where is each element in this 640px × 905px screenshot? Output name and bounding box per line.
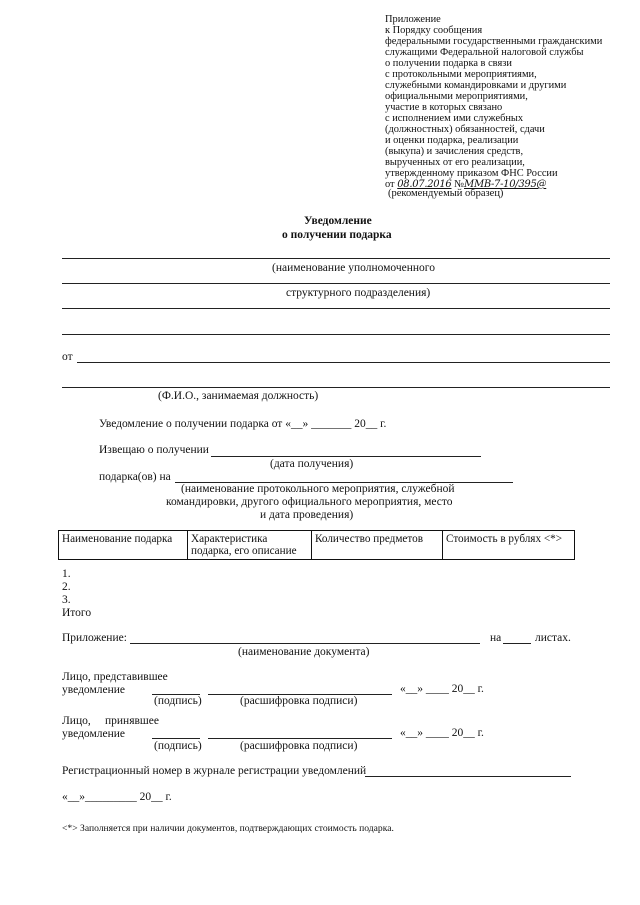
notice-line: Уведомление о получении подарка от «__» _______ 20__ г. bbox=[99, 418, 387, 430]
header-line: участие в которых связано bbox=[385, 102, 503, 113]
order-number: ММВ-7-10/395@ bbox=[464, 179, 547, 190]
gift-row-number: 1. bbox=[62, 568, 71, 580]
table-header-row bbox=[59, 531, 575, 560]
column-header: Количество предметов bbox=[312, 531, 443, 560]
from-field-continued[interactable] bbox=[62, 387, 610, 388]
receiver-date: «__» ____ 20__ г. bbox=[400, 727, 484, 739]
header-line: к Порядку сообщения bbox=[385, 25, 483, 36]
presenter-hint-sign: (подпись) bbox=[154, 695, 202, 707]
receiver-label-1a: Лицо, bbox=[62, 715, 91, 727]
sample-note: (рекомендуемый образец) bbox=[388, 188, 504, 199]
gift-on-label: подарка(ов) на bbox=[99, 471, 171, 483]
column-header: Стоимость в рублях <*> bbox=[443, 531, 575, 560]
sheets-label: листах. bbox=[535, 632, 571, 644]
header-line: утвержденному приказом ФНС России bbox=[385, 168, 558, 179]
receiver-hint-decode: (расшифровка подписи) bbox=[240, 740, 358, 752]
footnote: <*> Заполняется при наличии документов, подтверждающих стоимость подарка. bbox=[62, 823, 394, 834]
inform-label: Извещаю о получении bbox=[99, 444, 209, 456]
header-line: с протокольными мероприятиями, bbox=[385, 69, 537, 80]
hint-fio: (Ф.И.О., занимаемая должность) bbox=[158, 390, 319, 402]
presenter-date: «__» ____ 20__ г. bbox=[400, 683, 484, 695]
header-line: и оценки подарка, реализации bbox=[385, 135, 519, 146]
order-header bbox=[385, 14, 602, 190]
header-line: федеральными государственными гражданскими bbox=[385, 36, 603, 47]
receiver-label-2: уведомление bbox=[62, 728, 125, 740]
attachment-on-label: на bbox=[490, 632, 502, 644]
header-line: официальными мероприятиями, bbox=[385, 91, 528, 102]
registration-label: Регистрационный номер в журнале регистрации уведомлений bbox=[62, 765, 367, 777]
column-header: Характеристика подарка, его описание bbox=[188, 531, 312, 560]
addressee-line[interactable] bbox=[62, 258, 610, 259]
attachment-label: Приложение: bbox=[62, 632, 127, 644]
header-line: вырученных от его реализации, bbox=[385, 157, 525, 168]
presenter-label-2: уведомление bbox=[62, 684, 125, 696]
blank-line[interactable] bbox=[62, 334, 610, 335]
header-line: (должностных) обязанностей, сдачи bbox=[385, 124, 545, 135]
hint-unit-1: (наименование уполномоченного bbox=[272, 262, 435, 274]
hint-event-3: и дата проведения) bbox=[260, 509, 354, 521]
header-line: служащими Федеральной налоговой службы bbox=[385, 47, 584, 58]
gift-row-number: 3. bbox=[62, 594, 71, 606]
receiver-hint-sign: (подпись) bbox=[154, 740, 202, 752]
title-line-2: о получении подарка bbox=[282, 229, 392, 241]
addressee-line[interactable] bbox=[62, 283, 610, 284]
order-no-label: № bbox=[454, 179, 465, 190]
receipt-date-field[interactable] bbox=[211, 456, 481, 457]
column-header: Наименование подарка bbox=[59, 531, 188, 560]
receiver-label-1b: принявшее bbox=[105, 715, 159, 727]
hint-unit-2: структурного подразделения) bbox=[286, 287, 431, 299]
header-line: служебными командировками и другими bbox=[385, 80, 567, 91]
registration-date: «__»_________ 20__ г. bbox=[62, 791, 172, 803]
order-prefix: от bbox=[385, 179, 395, 190]
gift-row-number: 2. bbox=[62, 581, 71, 593]
header-line: (выкупа) и зачисления средств, bbox=[385, 146, 524, 157]
attachment-field[interactable] bbox=[130, 643, 480, 644]
attachment-hint: (наименование документа) bbox=[238, 646, 370, 658]
from-field[interactable] bbox=[77, 362, 610, 363]
from-label: от bbox=[62, 351, 73, 363]
order-date: 08.07.2016 bbox=[397, 179, 452, 190]
registration-number-field[interactable] bbox=[365, 776, 571, 777]
gifts-table bbox=[58, 530, 575, 560]
sheets-count-field[interactable] bbox=[503, 643, 531, 644]
title-line-1: Уведомление bbox=[304, 215, 372, 227]
total-label: Итого bbox=[62, 607, 92, 619]
hint-date: (дата получения) bbox=[270, 458, 354, 470]
blank-line[interactable] bbox=[62, 308, 610, 309]
presenter-hint-decode: (расшифровка подписи) bbox=[240, 695, 358, 707]
receiver-signature-field[interactable] bbox=[152, 738, 200, 739]
receiver-decode-field[interactable] bbox=[208, 738, 392, 739]
header-line: о получении подарка в связи bbox=[385, 58, 512, 69]
header-line: с исполнением ими служебных bbox=[385, 113, 524, 124]
hint-event-1: (наименование протокольного мероприятия, служебной bbox=[181, 483, 455, 495]
header-line: Приложение bbox=[385, 14, 441, 25]
hint-event-2: командировки, другого официального мероприятия, место bbox=[166, 496, 453, 508]
presenter-label-1: Лицо, представившее bbox=[62, 671, 168, 683]
